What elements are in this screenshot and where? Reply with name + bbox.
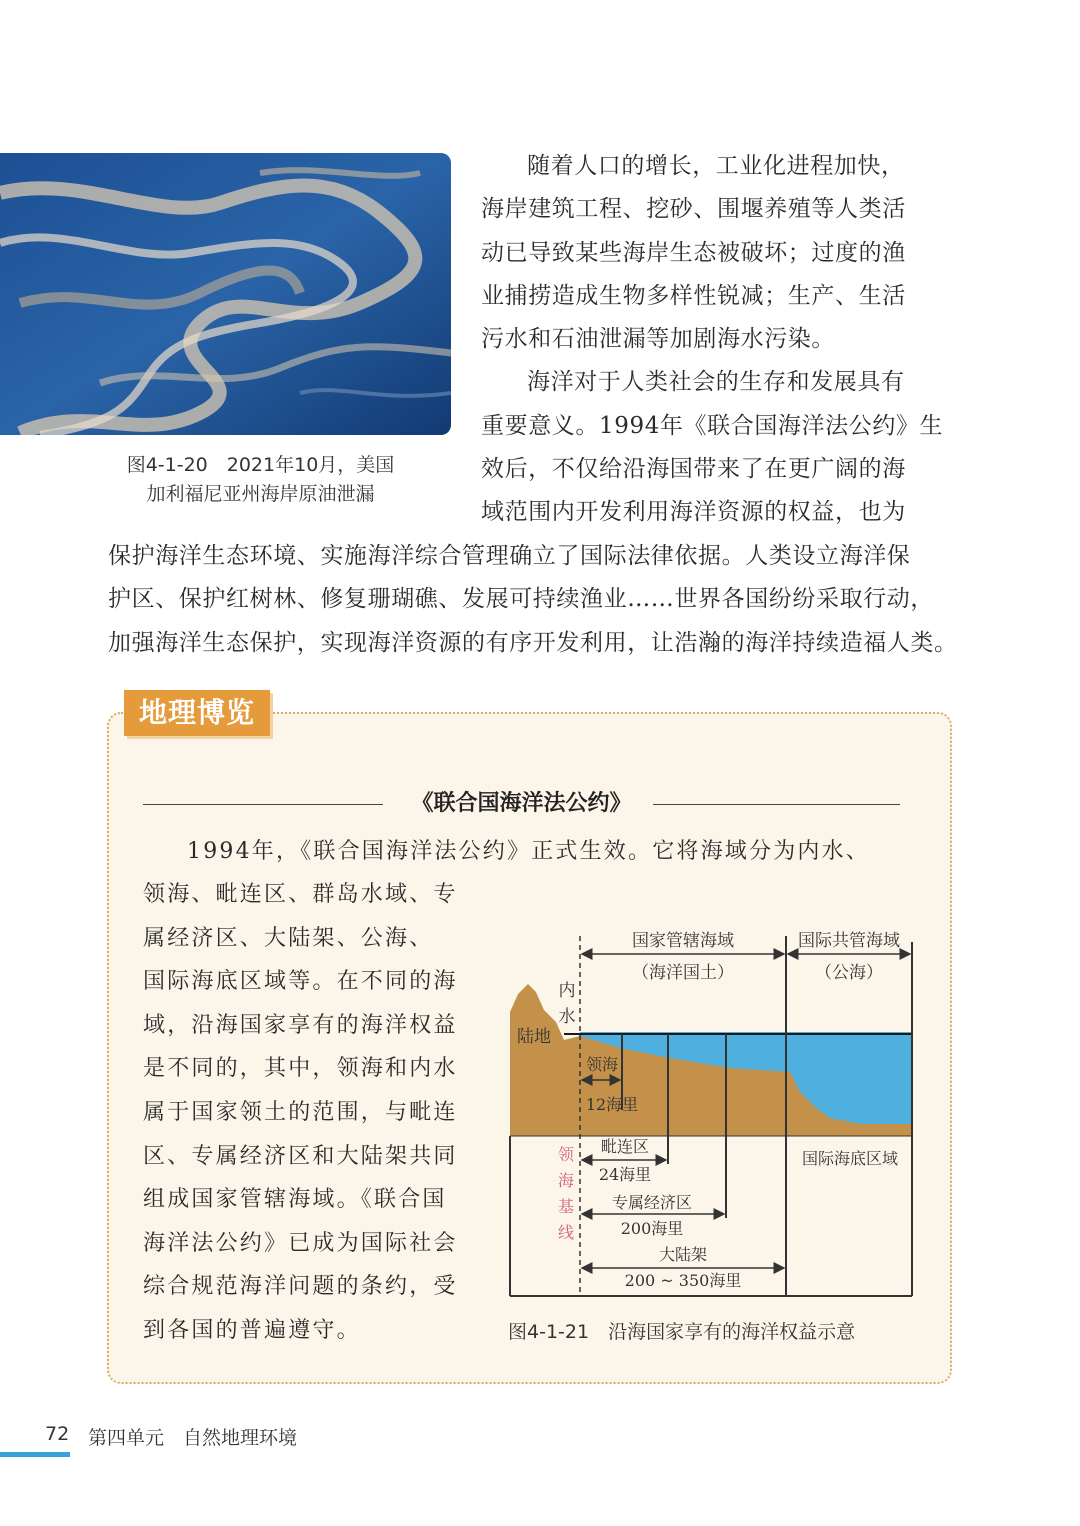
text-line: 加强海洋生态保护，实现海洋资源的有序开发利用，让浩瀚的海洋持续造福人类。 xyxy=(108,629,958,656)
text-line: 域，沿海国家享有的海洋权益 xyxy=(143,1012,458,1038)
label-contiguous-nm: 24海里 xyxy=(598,1165,652,1184)
oil-spill-photo xyxy=(0,153,451,435)
text-line: 海岸建筑工程、挖砂、围堰养殖等人类活 xyxy=(481,196,906,223)
text-line: 海洋法公约》已成为国际社会 xyxy=(143,1230,458,1256)
maritime-zones-diagram xyxy=(500,922,920,1302)
text-line: 随着人口的增长，工业化进程加快， xyxy=(527,153,905,179)
label-international: 国际共管海域 xyxy=(798,931,900,951)
page-number: 72 xyxy=(45,1423,70,1445)
section-title: 《联合国海洋法公约》 xyxy=(411,791,632,816)
text-line: 到各国的普遍遵守。 xyxy=(143,1317,361,1343)
photo-caption-line-1: 图4-1-20 2021年10月，美国 xyxy=(126,454,395,476)
label-inner-water-1: 内 xyxy=(558,981,576,1001)
figure-caption: 图4-1-21 沿海国家享有的海洋权益示意 xyxy=(508,1321,856,1343)
section-heading xyxy=(143,786,900,822)
label-baseline-4: 线 xyxy=(557,1223,575,1242)
text-line: 保护海洋生态环境、实施海洋综合管理确立了国际法律依据。人类设立海洋保 xyxy=(108,543,911,569)
text-line: 属于国家领土的范围，与毗连 xyxy=(143,1099,458,1125)
body-paragraph-full xyxy=(108,535,968,665)
box-text-first-line: 1994年，《联合国海洋法公约》正式生效。它将海域分为内水、 xyxy=(187,839,870,864)
text-line: 重要意义。1994年《联合国海洋法公约》生 xyxy=(481,412,944,439)
text-line: 效后，不仅给沿海国带来了在更广阔的海 xyxy=(481,456,906,483)
label-shelf: 大陆架 xyxy=(658,1245,708,1264)
label-eez: 专属经济区 xyxy=(611,1193,693,1212)
label-seabed: 国际海底区域 xyxy=(801,1149,899,1168)
label-inner-water-2: 水 xyxy=(558,1007,576,1027)
unit-title: 第四单元 自然地理环境 xyxy=(88,1427,298,1449)
photo-caption xyxy=(88,451,433,509)
label-international-sub: （公海） xyxy=(815,963,883,983)
label-baseline-3: 基 xyxy=(557,1197,575,1216)
label-territorial-sea: 领海 xyxy=(585,1055,619,1074)
text-line: 业捕捞造成生物多样性锐减；生产、生活 xyxy=(481,282,906,309)
label-national-sub: （海洋国土） xyxy=(632,963,734,983)
label-land: 陆地 xyxy=(517,1027,551,1047)
text-line: 区、专属经济区和大陆架共同 xyxy=(143,1143,458,1169)
text-line: 是不同的，其中，领海和内水 xyxy=(143,1056,458,1082)
text-line: 属经济区、大陆架、公海、 xyxy=(143,925,434,951)
label-baseline-1: 领 xyxy=(557,1145,575,1164)
label-territorial-nm: 12海里 xyxy=(585,1095,639,1114)
label-shelf-nm: 200 ~ 350海里 xyxy=(624,1271,742,1290)
text-line: 综合规范海洋问题的条约，受 xyxy=(143,1274,458,1300)
footer-accent-bar xyxy=(0,1452,70,1457)
label-baseline-2: 海 xyxy=(557,1171,575,1190)
body-paragraph-right xyxy=(481,145,961,535)
text-line: 领海、毗连区、群岛水域、专 xyxy=(143,882,458,907)
box-title: 地理博览 xyxy=(124,690,270,736)
label-eez-nm: 200海里 xyxy=(620,1219,684,1238)
text-line: 组成国家管辖海域。《联合国 xyxy=(143,1187,447,1213)
label-contiguous: 毗连区 xyxy=(600,1137,650,1156)
text-line: 域范围内开发利用海洋资源的权益，也为 xyxy=(481,499,906,526)
text-line: 动已导致某些海岸生态被破坏；过度的渔 xyxy=(481,239,906,266)
box-text xyxy=(143,873,483,1353)
text-line: 海洋对于人类社会的生存和发展具有 xyxy=(527,369,905,396)
photo-caption-line-2: 加利福尼亚州海岸原油泄漏 xyxy=(146,483,375,505)
text-line: 国际海底区域等。在不同的海 xyxy=(143,969,458,995)
text-line: 污水和石油泄漏等加剧海水污染。 xyxy=(481,326,835,353)
label-national: 国家管辖海域 xyxy=(632,931,734,951)
text-line: 护区、保护红树林、修复珊瑚礁、发展可持续渔业……世界各国纷纷采取行动， xyxy=(108,586,934,613)
